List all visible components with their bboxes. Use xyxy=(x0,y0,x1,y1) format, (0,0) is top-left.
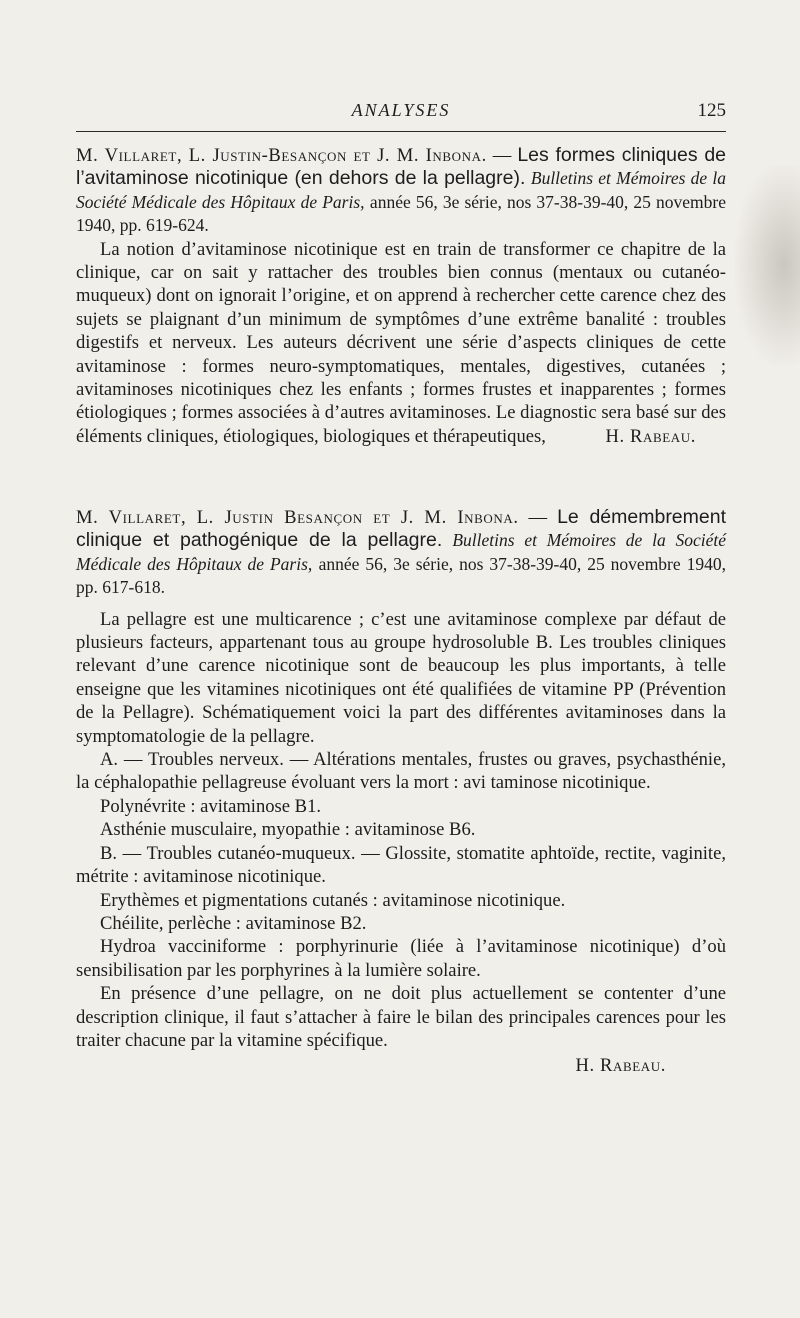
publication-details: année 56, 3e série, nos 37-38-39-40, 25 novembre 1940, pp. 617-618. xyxy=(76,553,727,598)
abstract-paragraph: Hydroa vacciniforme : porphyrinurie (liée à l’avitaminose nicotinique) d’où sensibilisation par les porphyrines à la lumière solaire. xyxy=(76,936,726,981)
abstract-paragraph: Erythèmes et pigmentations cutanés : avitaminose nicotinique. xyxy=(100,889,566,911)
publication-details: année 56, 3e série, nos 37-38-39-40, 25 novembre 1940, pp. 619-624. xyxy=(76,191,727,236)
reviewer-signature: H. Rabeau. xyxy=(605,425,696,447)
abstract-paragraph: A. — Troubles nerveux. — Altérations mentales, frustes ou graves, psychasthénie, la céphalopathie pellagreuse évoluant vers la mort : avi taminose nicotinique. xyxy=(76,749,726,794)
article-reference xyxy=(76,144,726,238)
abstract-paragraph: Chéilite, perlèche : avitaminose B2. xyxy=(100,912,367,934)
abstract-paragraph: En présence d’une pellagre, on ne doit plus actuellement se contenter d’une description clinique, il faut s’attacher à faire le bilan des principales carences pour les traiter chacune par la vitamine spécifique. xyxy=(76,983,726,1051)
article-authors: M. Villaret, L. Justin Besançon et J. M. Inbona. xyxy=(76,507,519,528)
article-abstract-2 xyxy=(76,506,726,1078)
abstract-paragraph: B. — Troubles cutanéo-muqueux. — Glossite, stomatite aphtoïde, rectite, vaginite, métrite : avitaminose nicotinique. xyxy=(76,842,726,888)
article-title: Le démembrement clinique et pathogénique de la pellagre. xyxy=(76,506,727,552)
running-title: ANALYSES xyxy=(351,100,451,120)
journal-name: Bulletins et Mémoires de la Société Médicale des Hôpitaux de Paris, xyxy=(76,168,726,212)
dash: — xyxy=(486,145,518,166)
article-reference xyxy=(76,506,726,600)
abstract-paragraph: La notion d’avitaminose nicotinique est en train de transformer ce chapitre de la clinique, car on sait y rattacher des troubles bien connus (mentaux ou cutanéo-muqueux) dont on ignorait l’origine, et on apprend à rechercher cette carence chez des sujets se plaignant d’un minimum de symptômes d’une extrême banalité : troubles digestifs et nerveux. Les auteurs décrivent une série d’aspects cliniques de cette avitaminose : formes neuro-symptomatiques, mentales, digestives, cutanées ; avitaminoses nicotiniques chez les enfants ; formes frustes et inapparentes ; formes étiologiques ; formes associées à d’autres avitaminoses. Le diagnostic sera basé sur des éléments cliniques, étiologiques, biologiques et thérapeutiques, H. Rabeau. xyxy=(76,238,726,447)
reviewer-signature: H. Rabeau. xyxy=(575,1055,666,1077)
paper-stain xyxy=(735,165,800,365)
dash: — xyxy=(518,507,558,528)
abstract-paragraph: La pellagre est une multicarence ; c’est une avitaminose complexe par défaut de plusieurs facteurs, appartenant tous au groupe hydrosoluble B. Les troubles cliniques relevant d’une carence nicotinique sont de beaucoup les plus importants, à telle enseigne que les vitamines nicotiniques ont été qualifiées de vitamine PP (Prévention de la Pellagre). Schématiquement voici la part des différentes avitaminoses dans la symptomatologie de la pellagre. xyxy=(76,608,726,747)
page-number: 125 xyxy=(697,100,726,121)
article-authors: M. Villaret, L. Justin-Besançon et J. M. Inbona. xyxy=(76,145,487,166)
article-abstract-1 xyxy=(76,144,726,448)
abstract-paragraph: Asthénie musculaire, myopathie : avitaminose B6. xyxy=(100,819,476,841)
abstract-paragraph: Polynévrite : avitaminose B1. xyxy=(100,795,322,817)
running-head xyxy=(76,98,726,128)
article-title: Les formes cliniques de l’avitaminose nicotinique (en dehors de la pellagre). xyxy=(76,144,727,190)
journal-name: Bulletins et Mémoires de la Société Médicale des Hôpitaux de Paris, xyxy=(76,530,726,574)
header-rule xyxy=(76,131,726,132)
